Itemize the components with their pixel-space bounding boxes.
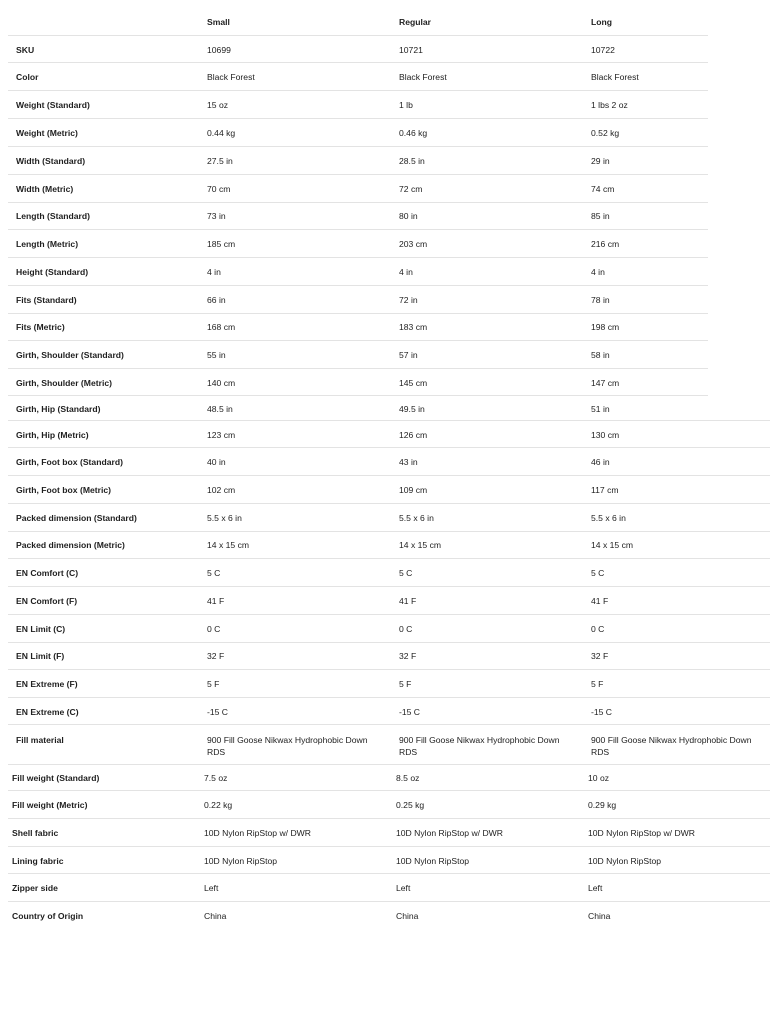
table-cell: 147 cm — [591, 377, 620, 388]
table-cell: 46 in — [591, 457, 610, 467]
table-row — [0, 421, 783, 448]
table-cell: 49.5 in — [399, 403, 425, 414]
table-cell: 10699 — [207, 44, 231, 55]
table-cell: 0.22 kg — [204, 800, 233, 810]
table-cell: 168 cm — [207, 322, 236, 332]
table-cell: 5 C — [591, 568, 605, 578]
table-cell: 123 cm — [207, 429, 236, 440]
table-row — [0, 504, 783, 532]
table-row — [0, 531, 783, 559]
table-cell: 10D Nylon RipStop — [396, 855, 470, 866]
table-row — [0, 119, 783, 147]
table-row — [0, 341, 783, 369]
table-row — [0, 63, 783, 91]
table-row — [0, 147, 783, 175]
table-cell: 66 in — [207, 295, 226, 305]
table-cell: 0 C — [207, 624, 221, 634]
table-cell: 4 in — [591, 267, 605, 277]
table-cell: 41 F — [591, 596, 609, 606]
table-cell: 14 x 15 cm — [591, 540, 634, 550]
table-cell: 70 cm — [207, 184, 231, 194]
row-label: Fill material — [16, 735, 64, 745]
table-cell: 32 F — [207, 651, 225, 661]
row-label: EN Extreme (C) — [16, 706, 79, 717]
table-cell: 0 C — [591, 624, 605, 634]
table-cell: China — [588, 911, 611, 921]
table-cell: -15 C — [591, 706, 613, 717]
table-cell: 0.25 kg — [396, 800, 425, 810]
table-cell: 10 oz — [588, 773, 610, 783]
table-cell: Left — [588, 883, 603, 893]
row-label: Weight (Standard) — [16, 100, 90, 110]
row-label: Width (Standard) — [16, 156, 86, 166]
table-cell: China — [204, 911, 227, 921]
table-cell: 109 cm — [399, 485, 428, 495]
table-cell: 5 F — [207, 679, 220, 689]
table-cell: 51 in — [591, 403, 610, 414]
table-cell: 10D Nylon RipStop — [204, 855, 278, 866]
table-cell: 117 cm — [591, 485, 619, 495]
row-label: Girth, Hip (Metric) — [16, 429, 89, 440]
table-cell: 58 in — [591, 350, 610, 360]
table-cell: 72 cm — [399, 184, 423, 194]
table-row — [0, 202, 783, 230]
table-cell: 5 C — [399, 568, 413, 578]
table-cell: 55 in — [207, 350, 226, 360]
table-cell: 140 cm — [207, 377, 236, 388]
table-cell: 0.46 kg — [399, 128, 428, 138]
table-cell: 85 in — [591, 211, 610, 221]
table-cell: 5.5 x 6 in — [591, 513, 626, 523]
table-cell: 4 in — [399, 267, 413, 277]
row-label: Shell fabric — [12, 828, 59, 838]
table-row — [0, 313, 783, 341]
row-label: Fill weight (Standard) — [12, 773, 100, 783]
table-cell: Black Forest — [399, 72, 447, 82]
table-cell: Black Forest — [591, 72, 639, 82]
table-cell: 41 F — [399, 596, 417, 606]
row-label: Girth, Foot box (Standard) — [16, 457, 123, 467]
row-label: Length (Metric) — [16, 239, 79, 249]
table-cell: 203 cm — [399, 239, 428, 249]
row-label: EN Limit (C) — [16, 624, 66, 634]
table-cell: 43 in — [399, 457, 418, 467]
table-row — [0, 258, 783, 286]
table-cell: 5.5 x 6 in — [207, 513, 242, 523]
row-label: SKU — [16, 44, 35, 55]
table-cell: 14 x 15 cm — [207, 540, 250, 550]
table-cell: 900 Fill Goose Nikwax Hydrophobic Down RDS — [591, 735, 752, 757]
table-row — [0, 642, 783, 670]
row-label: Fill weight (Metric) — [12, 800, 88, 810]
row-label: Fits (Standard) — [16, 295, 77, 305]
table-cell: 7.5 oz — [204, 773, 228, 783]
table-row — [0, 765, 783, 791]
row-label: Country of Origin — [12, 911, 84, 921]
table-cell: 80 in — [399, 211, 418, 221]
table-cell: 29 in — [591, 156, 610, 166]
row-label: EN Extreme (F) — [16, 679, 78, 689]
table-row — [0, 791, 783, 819]
table-cell: 57 in — [399, 350, 418, 360]
table-row — [0, 230, 783, 258]
row-label: Girth, Shoulder (Standard) — [16, 350, 124, 360]
table-row — [0, 874, 783, 902]
table-cell: -15 C — [207, 706, 229, 717]
table-row — [0, 819, 783, 847]
row-label: Color — [16, 72, 39, 82]
row-label: Fits (Metric) — [16, 322, 65, 332]
table-cell: 0.52 kg — [591, 128, 620, 138]
table-cell: 73 in — [207, 211, 226, 221]
table-cell: 216 cm — [591, 239, 620, 249]
table-cell: 10D Nylon RipStop w/ DWR — [396, 828, 503, 838]
row-label: Lining fabric — [12, 855, 64, 866]
table-row — [0, 847, 783, 874]
column-header: Long — [591, 17, 612, 27]
table-cell: 5 C — [207, 568, 221, 578]
row-label: Girth, Hip (Standard) — [16, 403, 101, 414]
table-cell: 28.5 in — [399, 156, 425, 166]
table-cell: 102 cm — [207, 485, 236, 495]
row-label: EN Comfort (C) — [16, 568, 79, 578]
table-header-row — [0, 8, 783, 36]
table-cell: 5 F — [591, 679, 604, 689]
table-row — [0, 476, 783, 504]
table-cell: 900 Fill Goose Nikwax Hydrophobic Down RDS — [399, 735, 560, 757]
table-row — [0, 559, 783, 587]
table-cell: 145 cm — [399, 377, 428, 388]
table-cell: 10722 — [591, 44, 615, 55]
table-cell: 0 C — [399, 624, 413, 634]
row-label: EN Limit (F) — [16, 651, 65, 661]
table-cell: 5 F — [399, 679, 412, 689]
table-cell: Black Forest — [207, 72, 255, 82]
row-label: Width (Metric) — [16, 184, 74, 194]
table-cell: 48.5 in — [207, 403, 233, 414]
table-cell: 41 F — [207, 596, 225, 606]
table-cell: 1 lb — [399, 100, 413, 110]
row-label: Length (Standard) — [16, 211, 90, 221]
table-cell: 32 F — [591, 651, 609, 661]
table-cell: 0.29 kg — [588, 800, 617, 810]
table-row — [0, 670, 783, 698]
row-label: Height (Standard) — [16, 267, 89, 277]
table-cell: 198 cm — [591, 322, 620, 332]
table-cell: 900 Fill Goose Nikwax Hydrophobic Down RDS — [207, 735, 368, 757]
table-cell: -15 C — [399, 706, 421, 717]
table-cell: 15 oz — [207, 100, 229, 110]
table-row — [0, 369, 783, 396]
table-cell: 78 in — [591, 295, 610, 305]
table-row — [0, 902, 783, 930]
table-cell: 185 cm — [207, 239, 236, 249]
table-cell: China — [396, 911, 419, 921]
table-row — [0, 396, 783, 421]
table-cell: 4 in — [207, 267, 221, 277]
row-label: Girth, Foot box (Metric) — [16, 485, 112, 495]
table-cell: 74 cm — [591, 184, 615, 194]
table-row — [0, 175, 783, 203]
table-row — [0, 448, 783, 476]
row-label: Packed dimension (Metric) — [16, 540, 125, 550]
table-cell: 5.5 x 6 in — [399, 513, 434, 523]
table-cell: 10D Nylon RipStop — [588, 855, 662, 866]
table-row — [0, 36, 783, 63]
table-row — [0, 725, 783, 765]
table-cell: 130 cm — [591, 429, 620, 440]
row-label: Weight (Metric) — [16, 128, 78, 138]
row-label: EN Comfort (F) — [16, 596, 78, 606]
table-cell: 8.5 oz — [396, 773, 420, 783]
table-row — [0, 615, 783, 643]
table-cell: 27.5 in — [207, 156, 233, 166]
table-cell: Left — [396, 883, 411, 893]
table-cell: 40 in — [207, 457, 226, 467]
row-label: Zipper side — [12, 883, 58, 893]
table-cell: 126 cm — [399, 429, 428, 440]
table-cell: 72 in — [399, 295, 418, 305]
table-cell: 10721 — [399, 44, 423, 55]
table-cell: 10D Nylon RipStop w/ DWR — [588, 828, 695, 838]
row-label: Girth, Shoulder (Metric) — [16, 377, 112, 388]
table-cell: 0.44 kg — [207, 128, 236, 138]
table-row — [0, 698, 783, 725]
table-cell: 183 cm — [399, 322, 428, 332]
column-header: Regular — [399, 17, 431, 27]
table-row — [0, 587, 783, 615]
table-cell: 32 F — [399, 651, 417, 661]
column-header: Small — [207, 17, 230, 27]
table-cell: 14 x 15 cm — [399, 540, 442, 550]
table-cell: 1 lbs 2 oz — [591, 100, 628, 110]
table-row — [0, 91, 783, 119]
table-row — [0, 286, 783, 314]
row-label: Packed dimension (Standard) — [16, 513, 137, 523]
table-cell: 10D Nylon RipStop w/ DWR — [204, 828, 311, 838]
table-cell: Left — [204, 883, 219, 893]
